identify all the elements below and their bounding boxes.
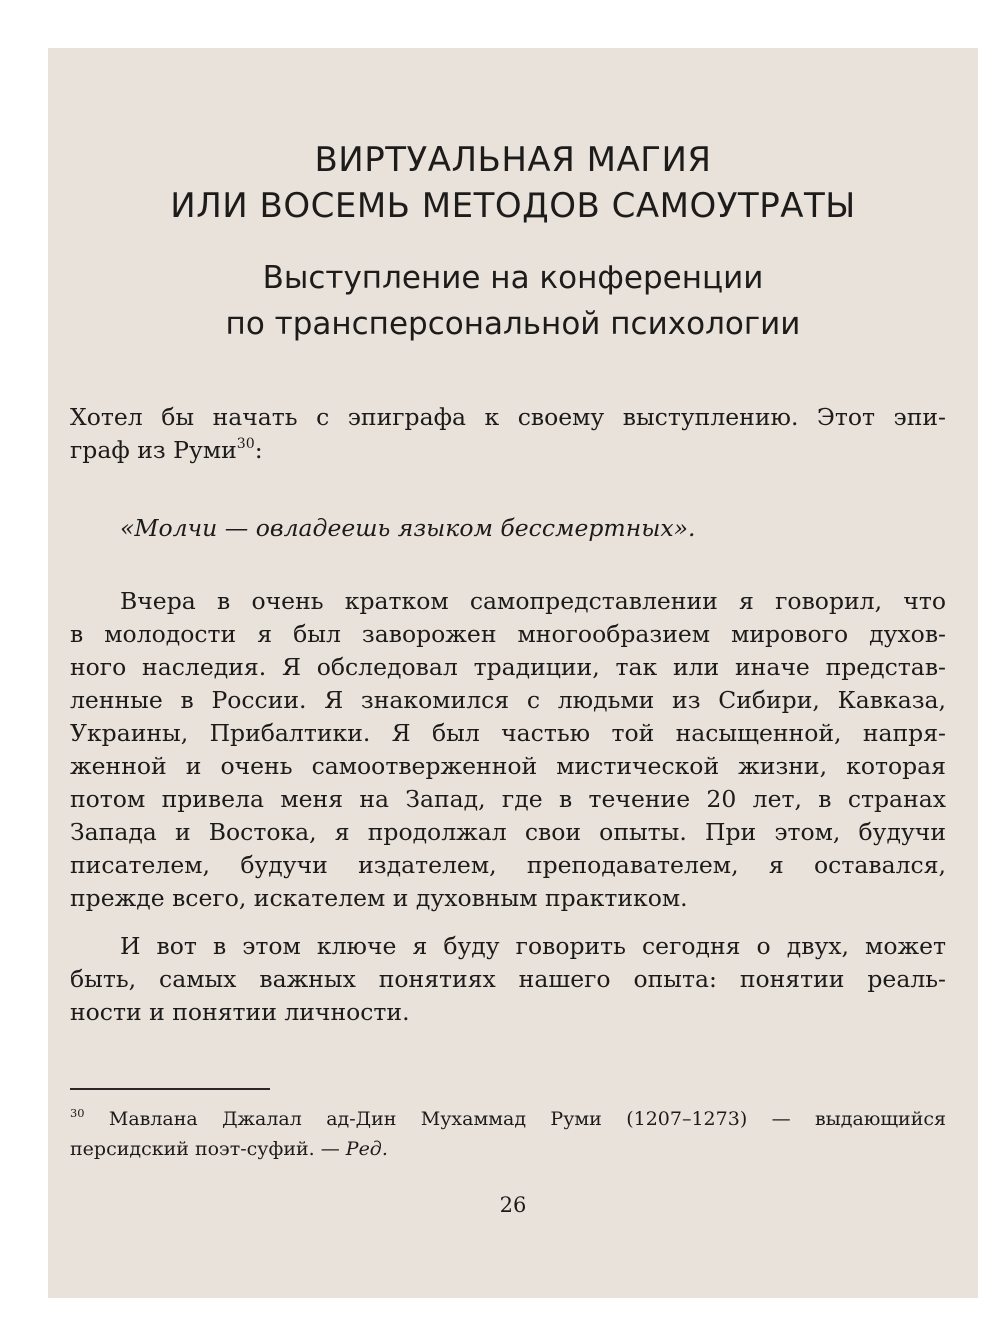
chapter-subtitle-line-2: по трансперсональной психологии (225, 306, 801, 342)
footnote-editor-mark: Ред. (345, 1138, 388, 1160)
page-number: 26 (499, 1193, 527, 1217)
epigraph: «Молчи — овладеешь языком бессмертных». (120, 514, 696, 542)
paragraph-1-line: ленные в России. Я знакомился с людьми из Сибири, Кавказа, (70, 686, 946, 714)
footnote-line-1 (70, 1108, 946, 1130)
chapter-title-line-2: ИЛИ ВОСЕМЬ МЕТОДОВ САМОУТРАТЫ (170, 186, 856, 226)
book-page (48, 48, 978, 1298)
paragraph-1-line: ного наследия. Я обследовал традиции, так или иначе представ- (70, 653, 946, 681)
intro-line-1: Хотел бы начать с эпиграфа к своему выступлению. Этот эпи- (70, 403, 946, 431)
chapter-title-line-1: ВИРТУАЛЬНАЯ МАГИЯ (314, 140, 712, 180)
paragraph-1-line: Запада и Востока, я продолжал свои опыты. При этом, будучи (70, 818, 946, 846)
paragraph-1-line: Украины, Прибалтики. Я был частью той насыщенной, напря- (70, 719, 946, 747)
intro-line-2 (70, 436, 946, 464)
paragraph-2-line: И вот в этом ключе я буду говорить сегодня о двух, может (120, 932, 946, 960)
paragraph-1-line: в молодости я был заворожен многообразием мирового духов- (70, 620, 946, 648)
paragraph-1-line: Вчера в очень кратком самопредставлении я говорил, что (120, 587, 946, 615)
paragraph-1-line: писателем, будучи издателем, преподавателем, я оставался, (70, 851, 946, 879)
footnote-number: 30 (70, 1106, 85, 1121)
footnote-text-continued: персидский поэт-суфий. — (70, 1138, 346, 1160)
paragraph-1-line: потом привела меня на Запад, где в течение 20 лет, в странах (70, 785, 946, 813)
footnote-divider (70, 1088, 270, 1090)
footnote-text: Мавлана Джалал ад-Дин Мухаммад Руми (1207–1273) — выдающийся (108, 1108, 946, 1130)
footnote-reference: 30 (236, 436, 255, 453)
footnote-line-2 (70, 1138, 946, 1160)
paragraph-2-line: ности и понятии личности. (70, 998, 410, 1026)
intro-text: граф из Руми (70, 436, 237, 464)
intro-colon: : (254, 436, 263, 464)
paragraph-2-line: быть, самых важных понятиях нашего опыта: понятии реаль- (70, 965, 946, 993)
chapter-subtitle-line-1: Выступление на конференции (262, 260, 764, 296)
paragraph-1-line: женной и очень самоотверженной мистической жизни, которая (70, 752, 946, 780)
paragraph-1-line: прежде всего, искателем и духовным практиком. (70, 884, 688, 912)
